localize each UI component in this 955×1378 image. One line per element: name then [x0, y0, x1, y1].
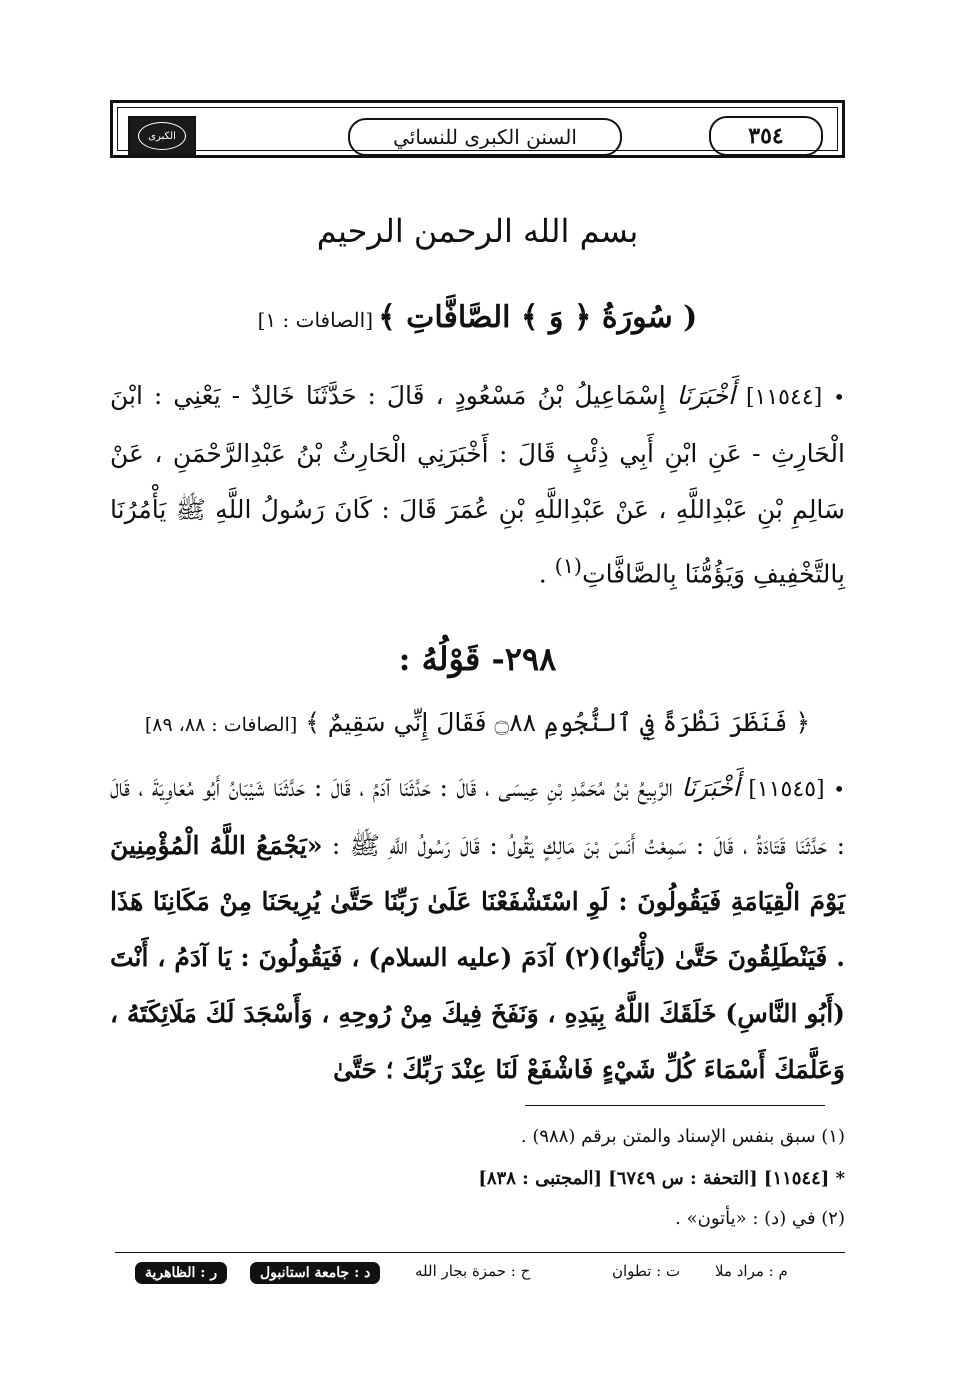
header-frame: [117, 107, 838, 151]
book-title: السنن الكبرى للنسائي: [348, 118, 622, 156]
section-title: ٢٩٨- قَوْلُهُ :: [398, 640, 557, 678]
hadith-end: .: [538, 559, 547, 589]
footnote-1: (١) سبق بنفس الإسناد والمتن برقم (٩٨٨) .: [520, 1126, 845, 1147]
manuscript-d-badge: د : جامعة استانبول: [250, 1262, 380, 1284]
manuscript-h: ح : حمزة بجار الله: [415, 1262, 531, 1280]
hadith-text: الرَّبِيعُ بْنُ مُحَمَّدِ بْنِ عِيسَى ، قَالَ : حَدَّثَنَا آدَمُ ، قَالَ : حَدَّثَنَا شَيْبَانُ أَبُو مُعَاوِيَةَ ، قَالَ : حَدَّثَنَا قَتَادَةُ ، قَالَ : سَمِعْتُ أَنَسَ بْنَ مَالِكٍ يَقُولُ : قَالَ رَسُولُ اللَّهِ ﷺ :: [110, 773, 845, 860]
page-header: [110, 100, 845, 158]
page-number: ٣٥٤: [709, 116, 823, 156]
hadith-text: إِسْمَاعِيلُ بْنُ مَسْعُودٍ ، قَالَ : حَدَّثَنَا خَالِدٌ - يَعْنِي : ابْنَ الْحَارِثِ - عَنِ ابْنِ أَبِي ذِئْبٍ قَالَ : أَخْبَرَنِي الْحَارِثُ بْنُ عَبْدِالرَّحْمَنِ ، عَنْ سَالِمِ بْنِ عَبْدِاللَّهِ ، عَنْ عَبْدِاللَّهِ بْنِ عُمَرَ قَالَ : كَانَ رَسُولُ اللَّهِ ﷺ يَأْمُرُنَا بِالتَّخْفِيفِ وَيَؤُمُّنَا بِالصَّافَّاتِ: [110, 381, 845, 589]
akhbarana: أَخْبَرَنَا: [681, 773, 740, 802]
footnote-mark: (١): [554, 554, 583, 578]
surah-name: ( سُورَةُ ﴿ وَ ﴾ الصَّافَّاتِ ﴾: [378, 300, 698, 335]
footnote-2: (٢) في (د) : «يأتون» .: [675, 1208, 845, 1229]
verse: [110, 708, 845, 737]
footnote-takhrij: * [١١٥٤٤] [التحفة : س ٦٧٤٩] [المجتبى : ٨٣٨]: [478, 1168, 845, 1189]
surah-heading: [0, 300, 955, 335]
hadith-11545: [110, 760, 845, 1098]
surah-ref: [الصافات : ١]: [257, 308, 373, 332]
hadith-number: [١١٥٤٥]: [748, 777, 825, 802]
akhbarana: أَخْبَرَنَا: [676, 381, 735, 410]
verse-text: ﴿ فَنَظَرَ نَظْرَةً فِي ٱلنُّجُومِ ۝٨٨ فَقَالَ إِنِّي سَقِيمٌ ﴾: [305, 708, 811, 737]
hadith-quote: «يَجْمَعُ اللَّهُ الْمُؤْمِنِينَ يَوْمَ الْقِيَامَةِ فَيَقُولُونَ : لَوِ اسْتَشْفَعْنَا عَلَىٰ رَبِّنَا حَتَّىٰ يُرِيحَنَا مِنْ مَكَانِنَا هَذَا . فَيَنْطَلِقُونَ حَتَّىٰ (يَأْتُوا)(٢) آدَمَ (عليه السلام) ، فَيَقُولُونَ : يَا آدَمُ ، أَنْتَ (أَبُو النَّاسِ) خَلَقَكَ اللَّهُ بِيَدِهِ ، وَنَفَخَ فِيكَ مِنْ رُوحِهِ ، وَأَسْجَدَ لَكَ مَلَائِكَتَهُ ، وَعَلَّمَكَ أَسْمَاءَ كُلِّ شَيْءٍ فَاشْفَعْ لَنَا عِنْدَ رَبِّكَ ؛ حَتَّىٰ: [110, 831, 845, 1084]
bottom-divider: [115, 1252, 845, 1253]
manuscript-r-badge: ر : الظاهرية: [135, 1262, 227, 1284]
manuscript-t: ت : تطوان: [612, 1262, 681, 1280]
verse-ref: [الصافات : ٨٨، ٨٩]: [144, 714, 298, 736]
book-logo: [128, 116, 196, 156]
footnote-divider: [525, 1105, 825, 1106]
bullet: •: [833, 385, 845, 409]
hadith-number: [١١٥٤٤]: [745, 385, 823, 410]
bullet: •: [833, 777, 845, 801]
hadith-11544: [110, 368, 845, 602]
logo-seal: الكبرى: [138, 122, 186, 150]
basmala: بسم الله الرحمن الرحيم: [316, 212, 639, 250]
manuscript-m: م : مراد ملا: [715, 1262, 788, 1280]
